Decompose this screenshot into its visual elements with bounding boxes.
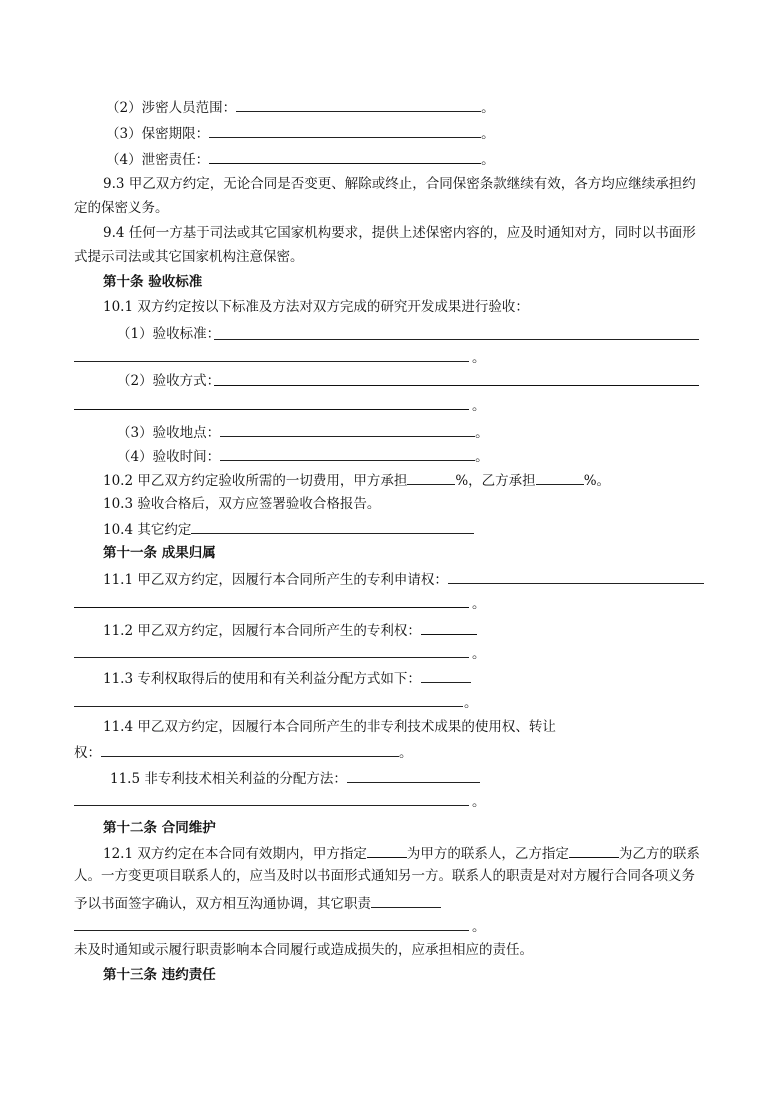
party-b-percent-blank[interactable] xyxy=(536,469,584,485)
period: 。 xyxy=(472,398,486,414)
period: 。 xyxy=(472,646,486,662)
clause-12-1-line3 xyxy=(74,892,441,914)
clause-11-1 xyxy=(103,568,704,590)
clause-9-3-line1: 9.3 甲乙双方约定，无论合同是否变更、解除或终止，合同保密条款继续有效，各方均应继续承担约 xyxy=(103,176,696,192)
text: 11.3 专利权取得后的使用和有关利益分配方式如下： xyxy=(103,671,421,687)
period: 。 xyxy=(399,745,413,761)
period: 。 xyxy=(475,449,489,465)
patent-application-right-blank[interactable] xyxy=(448,568,704,584)
clause-10-1: 10.1 双方约定按以下标准及方法对双方完成的研究开发成果进行验收： xyxy=(103,299,529,315)
non-patent-rights-blank[interactable] xyxy=(101,741,399,757)
item-label: （4）泄密责任： xyxy=(106,152,210,168)
patent-application-right-blank-2[interactable] xyxy=(74,607,469,608)
period: 。 xyxy=(472,596,486,612)
period: 。 xyxy=(464,695,478,711)
acceptance-standard-blank[interactable] xyxy=(214,339,699,340)
clause-11-2 xyxy=(103,619,477,641)
blank-field[interactable] xyxy=(209,122,481,138)
other-duties-blank[interactable] xyxy=(371,892,441,908)
blank-field[interactable] xyxy=(220,445,475,461)
confidential-personnel-item xyxy=(106,96,495,118)
clause-11-4-line1: 11.4 甲乙双方约定，因履行本合同所产生的非专利技术成果的使用权、转让 xyxy=(103,719,556,735)
party-a-percent-blank[interactable] xyxy=(407,469,455,485)
clause-12-1-line2: 人。一方变更项目联系人的，应当及时以书面形式通知另一方。联系人的职责是对对方履行合同各项义务 xyxy=(74,868,695,884)
section-13-heading: 第十三条 违约责任 xyxy=(103,967,216,983)
item-label: （3）验收地点： xyxy=(117,425,221,441)
text: 10.2 甲乙双方约定验收所需的一切费用，甲方承担 xyxy=(103,473,408,489)
non-patent-benefit-blank[interactable] xyxy=(347,767,480,783)
period: 。 xyxy=(472,794,486,810)
text: 11.5 非专利技术相关利益的分配方法： xyxy=(110,771,347,787)
text: 为甲方的联系人，乙方指定 xyxy=(406,846,569,862)
period: 。 xyxy=(481,152,495,168)
acceptance-method-blank-2[interactable] xyxy=(74,409,469,410)
confidential-period-item xyxy=(106,122,495,144)
patent-right-blank[interactable] xyxy=(421,619,477,635)
clause-10-2 xyxy=(103,469,610,491)
period: 。 xyxy=(481,100,495,116)
clause-9-4-line2: 式提示司法或其它国家机构注意保密。 xyxy=(74,249,304,265)
acceptance-method-label: （2）验收方式： xyxy=(117,373,221,389)
item-label: （4）验收时间： xyxy=(117,449,221,465)
text: %，乙方承担 xyxy=(455,473,536,489)
acceptance-standard-label: （1）验收标准： xyxy=(117,326,221,342)
party-b-contact-blank[interactable] xyxy=(569,842,619,858)
text: %。 xyxy=(583,473,611,489)
clause-9-4-line1: 9.4 任何一方基于司法或其它国家机构要求，提供上述保密内容的，应及时通知对方，同时以书面形 xyxy=(103,225,696,241)
text: 12.1 双方约定在本合同有效期内，甲方指定 xyxy=(103,846,367,862)
text: 权： xyxy=(74,745,101,761)
clause-11-4-line2 xyxy=(74,741,413,763)
period: 。 xyxy=(472,919,486,935)
text: 11.2 甲乙双方约定，因履行本合同所产生的专利权： xyxy=(103,623,421,639)
blank-field[interactable] xyxy=(220,421,475,437)
item-label: （3）保密期限： xyxy=(106,126,210,142)
benefit-distribution-blank-2[interactable] xyxy=(74,706,463,707)
clause-10-3: 10.3 验收合格后，双方应签署验收合格报告。 xyxy=(103,496,381,512)
acceptance-time-item xyxy=(117,445,489,467)
acceptance-standard-blank-2[interactable] xyxy=(74,361,469,362)
text: 10.4 其它约定 xyxy=(103,522,192,538)
party-a-contact-blank[interactable] xyxy=(367,842,407,858)
leak-liability-item xyxy=(106,148,495,170)
text: 为乙方的联系 xyxy=(618,846,700,862)
text: 11.1 甲乙双方约定，因履行本合同所产生的专利申请权： xyxy=(103,572,448,588)
text: 予以书面签字确认，双方相互沟通协调，其它职责 xyxy=(74,896,371,912)
blank-field[interactable] xyxy=(209,148,481,164)
clause-12-1-line1 xyxy=(103,842,700,864)
acceptance-location-item xyxy=(117,421,489,443)
other-agreement-blank[interactable] xyxy=(191,518,474,534)
section-12-heading: 第十二条 合同维护 xyxy=(103,820,216,836)
patent-right-blank-2[interactable] xyxy=(74,657,469,658)
clause-10-4 xyxy=(103,518,474,540)
period: 。 xyxy=(472,350,486,366)
clause-11-3 xyxy=(103,667,471,689)
benefit-distribution-blank[interactable] xyxy=(421,667,471,683)
period: 。 xyxy=(481,126,495,142)
section-11-heading: 第十一条 成果归属 xyxy=(103,545,216,561)
acceptance-method-blank[interactable] xyxy=(214,385,699,386)
other-duties-blank-2[interactable] xyxy=(74,930,469,931)
period: 。 xyxy=(475,425,489,441)
non-patent-benefit-blank-2[interactable] xyxy=(74,805,469,806)
item-label: （2）涉密人员范围： xyxy=(106,100,237,116)
clause-9-3-line2: 定的保密义务。 xyxy=(74,200,169,216)
section-10-heading: 第十条 验收标准 xyxy=(103,274,203,290)
clause-11-5 xyxy=(110,767,480,789)
clause-12-1-line4: 未及时通知或示履行职责影响本合同履行或造成损失的，应承担相应的责任。 xyxy=(74,942,533,958)
blank-field[interactable] xyxy=(236,96,481,112)
